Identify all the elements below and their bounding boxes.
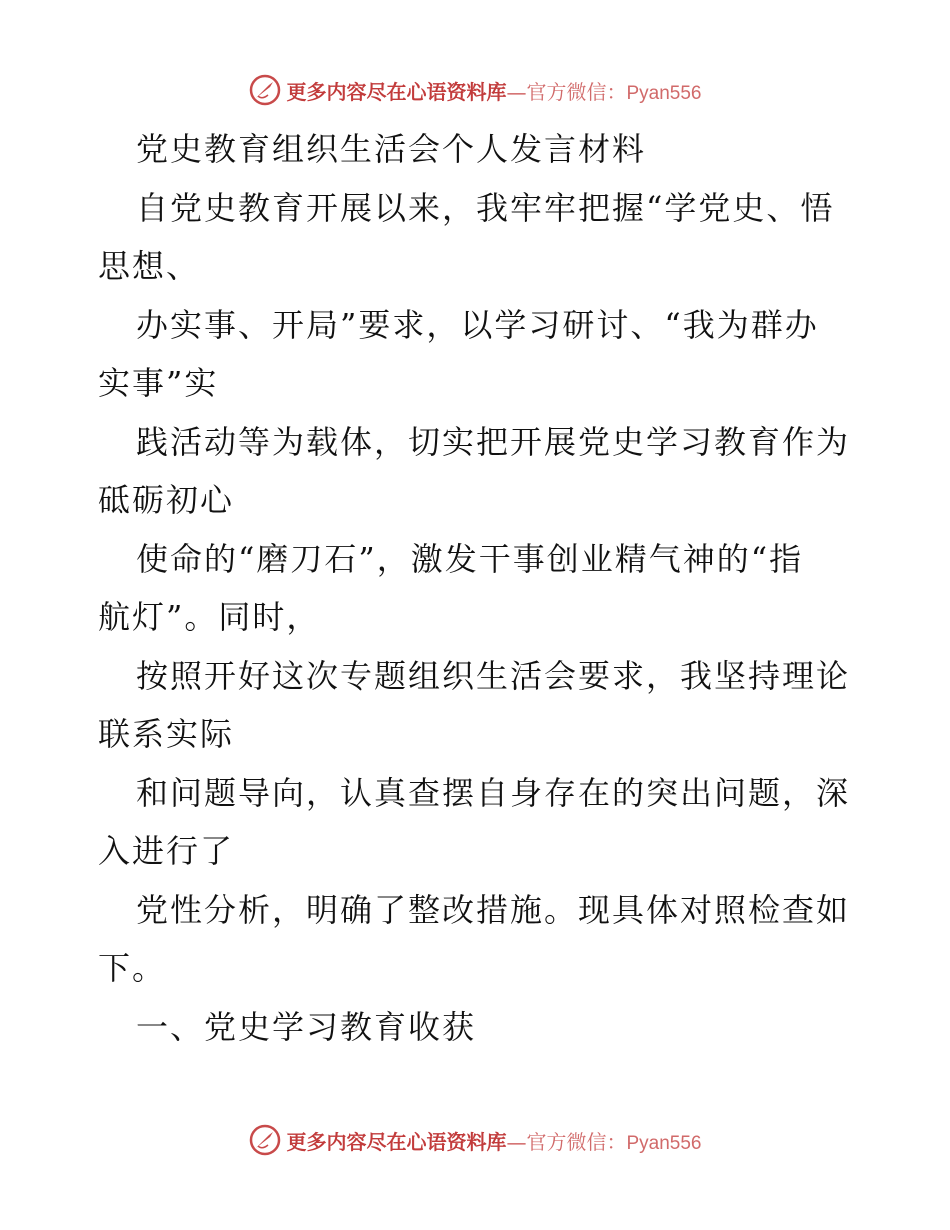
watermark-brand: 更多内容尽在心语资料库 <box>286 1129 507 1154</box>
paragraph-line: 按照开好这次专题组织生活会要求，我坚持理论 <box>136 656 851 695</box>
pen-logo-icon <box>248 73 282 107</box>
paragraph-line: 下。 <box>98 949 167 987</box>
paragraph-line: 办实事、开局”要求，以学习研讨、“我为群办 <box>136 305 819 344</box>
watermark-label: 官方微信： <box>526 1129 627 1154</box>
paragraph-line: 实事”实 <box>98 364 219 402</box>
watermark-separator: — <box>506 79 527 104</box>
pen-logo-icon <box>248 1123 282 1157</box>
watermark-label: 官方微信： <box>526 79 627 104</box>
watermark-id: Pyan556 <box>626 1132 702 1154</box>
paragraph-line: 践活动等为载体，切实把开展党史学习教育作为 <box>136 422 851 461</box>
paragraph-line: 使命的“磨刀石”，激发干事创业精气神的“指 <box>136 539 804 578</box>
paragraph-line: 砥砺初心 <box>98 481 235 519</box>
watermark-text <box>286 1126 701 1155</box>
footer-watermark <box>0 1120 950 1160</box>
paragraph-line: 一、党史学习教育收获 <box>136 1007 477 1046</box>
header-watermark <box>0 70 950 110</box>
paragraph-line: 自党史教育开展以来，我牢牢把握“学党史、悟 <box>136 188 835 227</box>
document-title: 党史教育组织生活会个人发言材料 <box>136 130 647 168</box>
document-body <box>98 120 858 1056</box>
watermark-separator: — <box>506 1129 527 1154</box>
paragraph-line: 入进行了 <box>98 832 235 870</box>
watermark-brand: 更多内容尽在心语资料库 <box>286 79 507 104</box>
watermark-text <box>286 76 701 105</box>
paragraph-line: 和问题导向，认真查摆自身存在的突出问题，深 <box>136 773 851 812</box>
paragraph-line: 联系实际 <box>98 715 235 753</box>
paragraph-line: 思想、 <box>98 247 201 285</box>
paragraph-line: 党性分析，明确了整改措施。现具体对照检查如 <box>136 890 851 929</box>
paragraph-line: 航灯”。同时， <box>98 598 321 636</box>
watermark-id: Pyan556 <box>626 82 702 104</box>
